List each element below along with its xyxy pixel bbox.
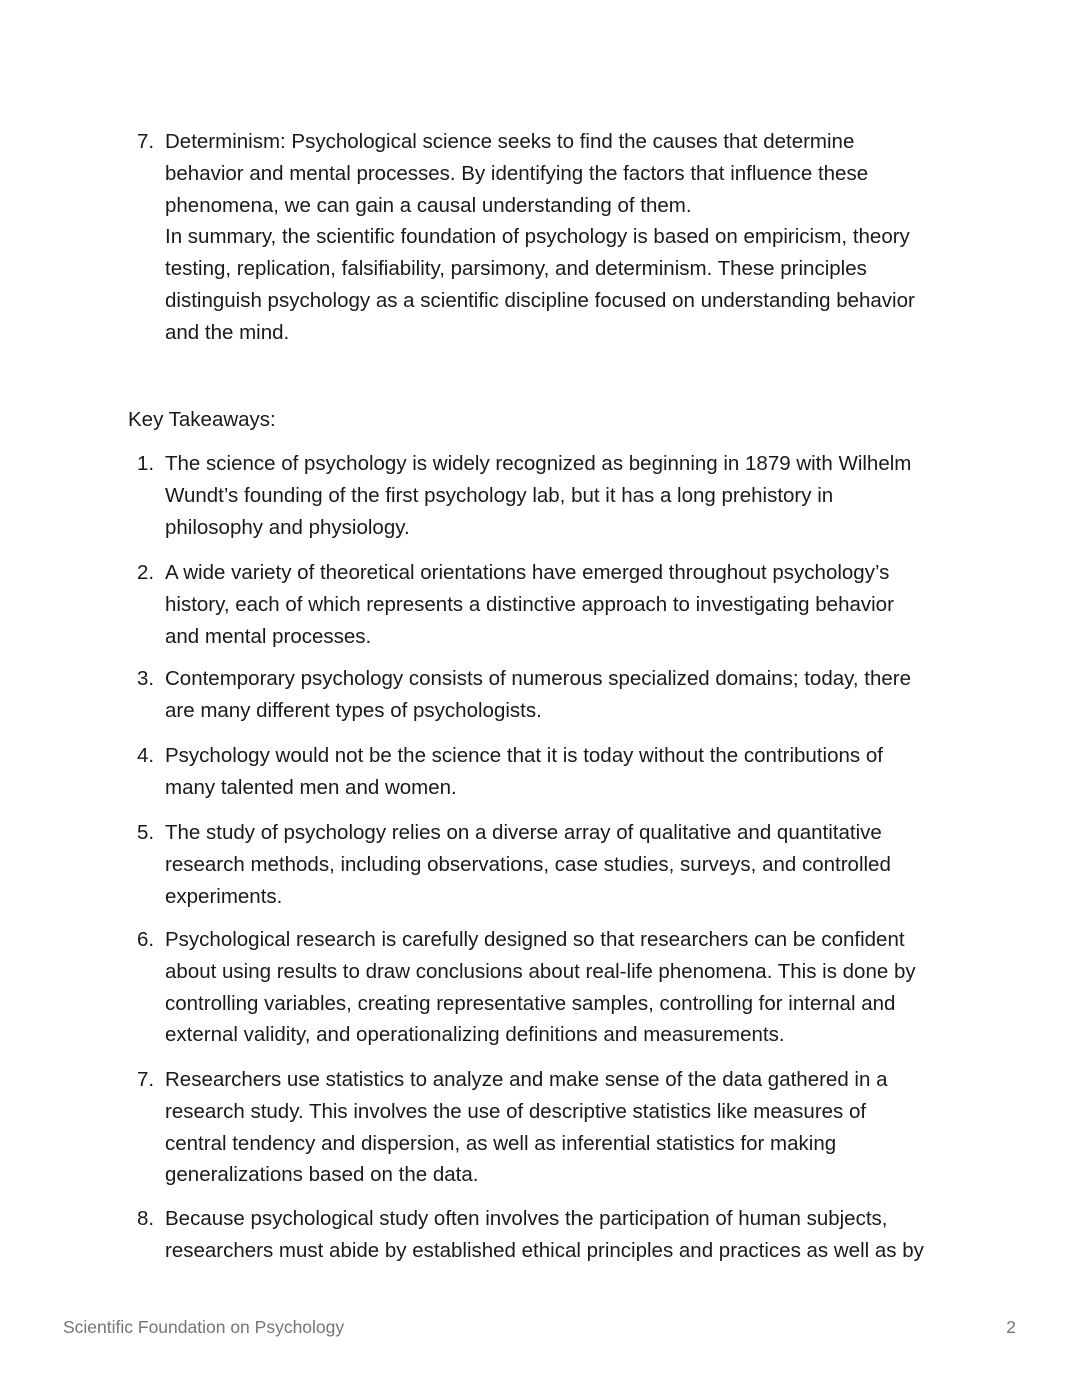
- text-line: Psychological research is carefully designed so that researchers can be confident: [165, 928, 905, 951]
- text-line: research methods, including observations, case studies, surveys, and controlled: [165, 852, 891, 876]
- text-line: experiments.: [165, 884, 283, 908]
- text-line: In summary, the scientific foundation of psychology is based on empiricism, theory: [165, 225, 910, 249]
- text-line: external validity, and operationalizing definitions and measurements.: [165, 1023, 785, 1047]
- list-number: 3.: [137, 667, 155, 690]
- text-line: are many different types of psychologists.: [165, 698, 542, 722]
- list-item-text: [165, 1203, 957, 1267]
- text-line: Researchers use statistics to analyze and make sense of the data gathered in a: [165, 1068, 888, 1091]
- list-number: 1.: [137, 452, 155, 475]
- list-number: 7.: [137, 1068, 155, 1091]
- list-item-text: [165, 126, 957, 349]
- text-line: about using results to draw conclusions about real-life phenomena. This is done by: [165, 959, 916, 983]
- text-line: research study. This involves the use of descriptive statistics like measures of: [165, 1099, 867, 1123]
- text-line: behavior and mental processes. By identifying the factors that influence these: [165, 161, 869, 185]
- list-number: 5.: [137, 821, 155, 844]
- list-item-text: [165, 663, 957, 727]
- list-number: 2.: [137, 561, 155, 584]
- list-item-text: [165, 448, 957, 543]
- takeaway-item-1: [137, 448, 957, 543]
- list-item-text: [165, 817, 957, 912]
- text-line: generalizations based on the data.: [165, 1163, 479, 1187]
- text-line: Contemporary psychology consists of numerous specialized domains; today, there: [165, 667, 911, 690]
- takeaway-item-7: [137, 1064, 957, 1191]
- takeaway-item-3: [137, 663, 957, 727]
- text-line: researchers must abide by established ethical principles and practices as well as by: [165, 1238, 924, 1262]
- text-line: Determinism: Psychological science seeks to find the causes that determine: [165, 130, 855, 153]
- footer-document-title: Scientific Foundation on Psychology: [63, 1317, 345, 1337]
- text-line: Wundt’s founding of the first psychology lab, but it has a long prehistory in: [165, 483, 834, 507]
- text-line: testing, replication, falsifiability, parsimony, and determinism. These principles: [165, 257, 867, 281]
- text-line: history, each of which represents a distinctive approach to investigating behavior: [165, 592, 894, 616]
- list-number: 6.: [137, 928, 155, 951]
- text-line: A wide variety of theoretical orientations have emerged throughout psychology’s: [165, 561, 890, 584]
- text-line: and the mind.: [165, 320, 290, 344]
- text-line: central tendency and dispersion, as well as inferential statistics for making: [165, 1131, 837, 1155]
- takeaway-item-8: [137, 1203, 957, 1267]
- takeaway-item-5: [137, 817, 957, 912]
- text-line: controlling variables, creating representative samples, controlling for internal and: [165, 991, 896, 1015]
- footer-page-number: 2: [1006, 1317, 1016, 1337]
- list-item-text: [165, 1064, 957, 1191]
- text-line: Psychology would not be the science that it is today without the contributions of: [165, 744, 883, 767]
- list-number: 7.: [137, 130, 155, 153]
- text-line: The study of psychology relies on a diverse array of qualitative and quantitative: [165, 821, 882, 844]
- text-line: philosophy and physiology.: [165, 515, 410, 539]
- list-item-text: [165, 557, 957, 652]
- text-line: many talented men and women.: [165, 775, 457, 799]
- text-line: Because psychological study often involves the participation of human subjects,: [165, 1207, 888, 1230]
- takeaway-item-6: [137, 924, 957, 1051]
- takeaway-item-2: [137, 557, 957, 652]
- intro-list-item: [137, 126, 957, 349]
- key-takeaways-heading: Key Takeaways:: [128, 408, 276, 431]
- list-number: 8.: [137, 1207, 155, 1230]
- list-item-text: [165, 740, 957, 804]
- text-line: and mental processes.: [165, 624, 372, 648]
- text-line: The science of psychology is widely recognized as beginning in 1879 with Wilhelm: [165, 452, 912, 475]
- list-item-text: [165, 924, 957, 1051]
- text-line: phenomena, we can gain a causal understanding of them.: [165, 193, 692, 217]
- text-line: distinguish psychology as a scientific discipline focused on understanding behavior: [165, 288, 915, 312]
- list-number: 4.: [137, 744, 155, 767]
- takeaway-item-4: [137, 740, 957, 804]
